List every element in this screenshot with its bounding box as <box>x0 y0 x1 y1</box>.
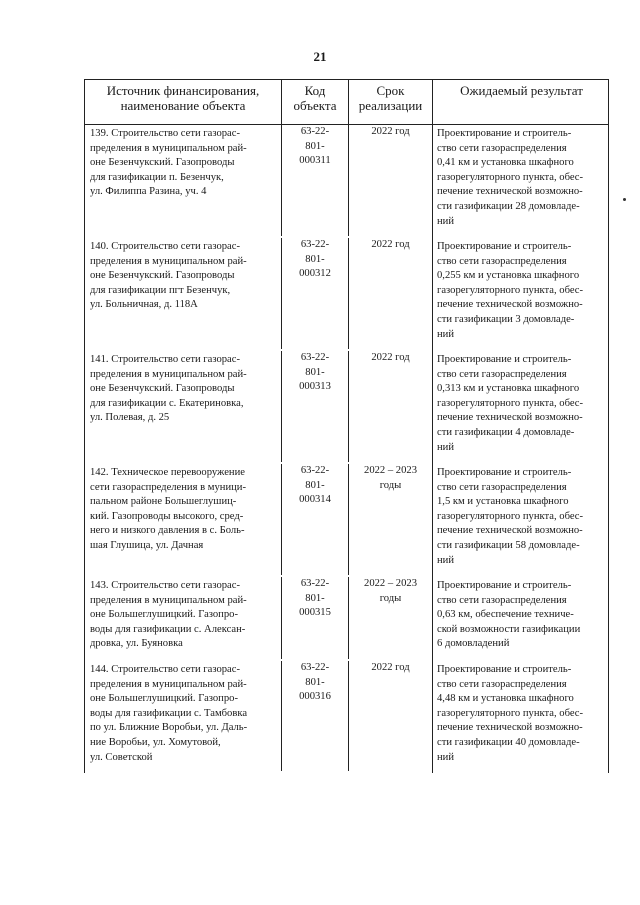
expected-result: Проектирование и строитель- ство сети газораспределения 0,255 км и установка шкафного газорегуляторного пункта, обес- печение технической возможно- сти газификации 3 домовладе- ний <box>432 238 610 351</box>
object-code: 63-22- 801- 000311 <box>281 125 348 236</box>
expected-result: Проектирование и строитель- ство сети газораспределения 0,63 км, обеспечение техниче- ской возможности газификации 6 домовладений <box>432 577 610 661</box>
page-number: 21 <box>313 49 327 64</box>
object-code: 63-22- 801- 000316 <box>281 661 348 771</box>
implementation-term: 2022 год <box>348 238 432 349</box>
header-term: Срок реализации <box>348 80 432 124</box>
object-code: 63-22- 801- 000312 <box>281 238 348 349</box>
header-result: Ожидаемый результат <box>432 80 610 124</box>
expected-result: Проектирование и строитель- ство сети газораспределения 4,48 км и установка шкафного газорегуляторного пункта, обес- печение технической возможно- сти газификации 40 домовладе- ний <box>432 661 610 773</box>
scan-speck <box>623 198 626 201</box>
expected-result: Проектирование и строитель- ство сети газораспределения 0,41 км и установка шкафного газорегуляторного пункта, обес- печение технической возможно- сти газификации 28 домовладе- ний <box>432 125 610 238</box>
financing-table <box>84 79 609 773</box>
table-row <box>85 577 608 661</box>
table-row <box>85 464 608 577</box>
expected-result: Проектирование и строитель- ство сети газораспределения 0,313 км и установка шкафного газорегуляторного пункта, обес- печение технической возможно- сти газификации 4 домовладе- ний <box>432 351 610 464</box>
implementation-term: 2022 – 2023 годы <box>348 464 432 575</box>
table-header <box>84 79 609 125</box>
table-row <box>85 125 608 238</box>
implementation-term: 2022 год <box>348 661 432 771</box>
table-row <box>85 661 608 773</box>
object-name: 141. Строительство сети газорас- пределения в муниципальном рай- оне Безенчукский. Газопроводы для газификации с. Екатериновка, ул. Полевая, д. 25 <box>90 354 247 424</box>
implementation-term: 2022 год <box>348 125 432 236</box>
expected-result: Проектирование и строитель- ство сети газораспределения 1,5 км и установка шкафного газорегуляторного пункта, обес- печение технической возможно- сти газификации 58 домовладе- ний <box>432 464 610 577</box>
implementation-term: 2022 год <box>348 351 432 462</box>
table-row <box>85 238 608 351</box>
header-code: Код объекта <box>281 80 348 124</box>
object-name: 142. Техническое перевооружение сети газораспределения в муници- пальном районе Большеглушиц- кий. Газопроводы высокого, сред- него и низкого давления в с. Боль- шая Глушица, ул. Дачная <box>90 467 246 551</box>
object-name: 144. Строительство сети газорас- пределения в муниципальном рай- оне Большеглушицкий. Газопро- воды для газификации с. Тамбовка по ул. Ближние Воробьи, ул. Даль- ние Воробьи, ул. Хомутовой, ул. Советской <box>90 664 248 763</box>
header-source: Источник финансирования, наименование объекта <box>106 83 260 113</box>
object-code: 63-22- 801- 000315 <box>281 577 348 659</box>
object-code: 63-22- 801- 000314 <box>281 464 348 575</box>
implementation-term: 2022 – 2023 годы <box>348 577 432 659</box>
object-name: 140. Строительство сети газорас- пределения в муниципальном рай- оне Безенчукский. Газопроводы для газификации пгт Безенчук, ул. Больничная, д. 118А <box>90 241 247 311</box>
table-body <box>84 125 609 773</box>
object-name: 143. Строительство сети газорас- пределения в муниципальном рай- оне Большеглушицкий. Газопро- воды для газификации с. Алексан- дровка, ул. Буяновка <box>90 580 247 650</box>
table-row <box>85 351 608 464</box>
object-code: 63-22- 801- 000313 <box>281 351 348 462</box>
object-name: 139. Строительство сети газорас- пределения в муниципальном рай- оне Безенчукский. Газопроводы для газификации п. Безенчук, ул. Филиппа Разина, уч. 4 <box>90 128 247 198</box>
